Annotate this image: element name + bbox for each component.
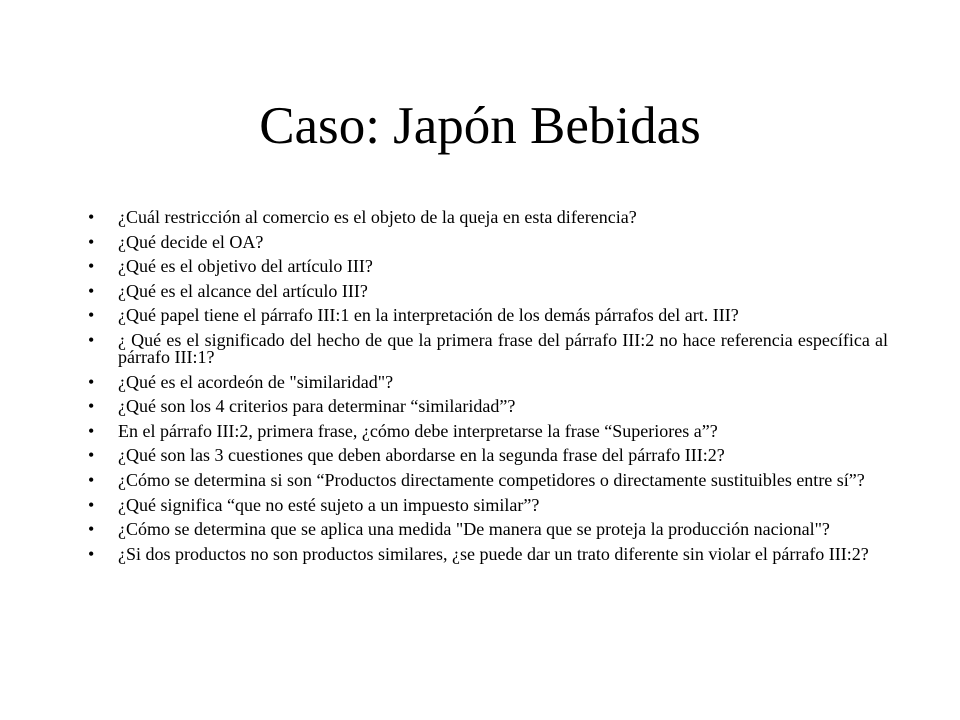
bullet-marker: • <box>88 207 95 227</box>
bullet-marker: • <box>88 371 95 392</box>
bullet-text: ¿Qué decide el OA? <box>118 231 264 252</box>
bullet-marker: • <box>88 494 95 515</box>
bullet-text: En el párrafo III:2, primera frase, ¿cómo debe interpretarse la frase “Superiores a”? <box>118 420 718 441</box>
bullet-item <box>88 209 888 226</box>
bullet-text: ¿Qué papel tiene el párrafo III:1 en la interpretación de los demás párrafos del art. III? <box>118 305 739 326</box>
bullet-marker: • <box>88 305 95 326</box>
bullet-item <box>88 307 888 324</box>
bullet-text: ¿Qué es el acordeón de "similaridad"? <box>118 371 394 392</box>
bullet-marker: • <box>88 420 95 441</box>
slide-title: Caso: Japón Bebidas <box>259 97 701 155</box>
bullet-text: ¿Cómo se determina que se aplica una medida "De manera que se proteja la producción nacional"? <box>118 519 830 540</box>
bullet-text: ¿Si dos productos no son productos similares, ¿se puede dar un trato diferente sin violar el párrafo III:2? <box>118 543 869 564</box>
bullet-item <box>88 280 888 301</box>
bullet-text: ¿Qué significa “que no esté sujeto a un impuesto similar”? <box>118 494 540 515</box>
bullet-item <box>88 447 888 464</box>
bullet-item <box>88 371 888 392</box>
bullet-item <box>88 231 888 252</box>
bullet-marker: • <box>88 469 95 490</box>
bullet-item <box>88 543 888 564</box>
bullet-marker: • <box>88 543 95 564</box>
bullet-marker: • <box>88 445 95 466</box>
bullet-text: ¿Cuál restricción al comercio es el objeto de la queja en esta diferencia? <box>118 207 637 227</box>
bullet-item <box>88 258 888 275</box>
bullet-text: ¿Qué es el objetivo del artículo III? <box>118 256 373 277</box>
bullet-item <box>88 398 888 415</box>
bullet-item <box>88 329 888 367</box>
bullet-text: ¿Qué son las 3 cuestiones que deben abordarse en la segunda frase del párrafo III:2? <box>118 445 725 466</box>
bullet-marker: • <box>88 231 95 252</box>
bullet-marker: • <box>88 396 95 417</box>
bullet-item <box>88 469 888 490</box>
bullet-marker: • <box>88 519 95 540</box>
bullet-item <box>88 521 888 538</box>
bullet-marker: • <box>88 256 95 277</box>
bullet-text: ¿ Qué es el significado del hecho de que la primera frase del párrafo III:2 no hace referencia específica al párrafo III:1? <box>118 329 888 367</box>
bullet-text: ¿Qué son los 4 criterios para determinar “similaridad”? <box>118 396 516 417</box>
bullet-marker: • <box>88 280 95 301</box>
bullet-text: ¿Cómo se determina si son “Productos directamente competidores o directamente sustituibles entre sí”? <box>118 469 865 490</box>
bullet-item <box>88 494 888 515</box>
bullet-marker: • <box>88 329 95 350</box>
bullet-text: ¿Qué es el alcance del artículo III? <box>118 280 368 301</box>
bullet-item <box>88 420 888 441</box>
bullet-list <box>88 209 888 570</box>
